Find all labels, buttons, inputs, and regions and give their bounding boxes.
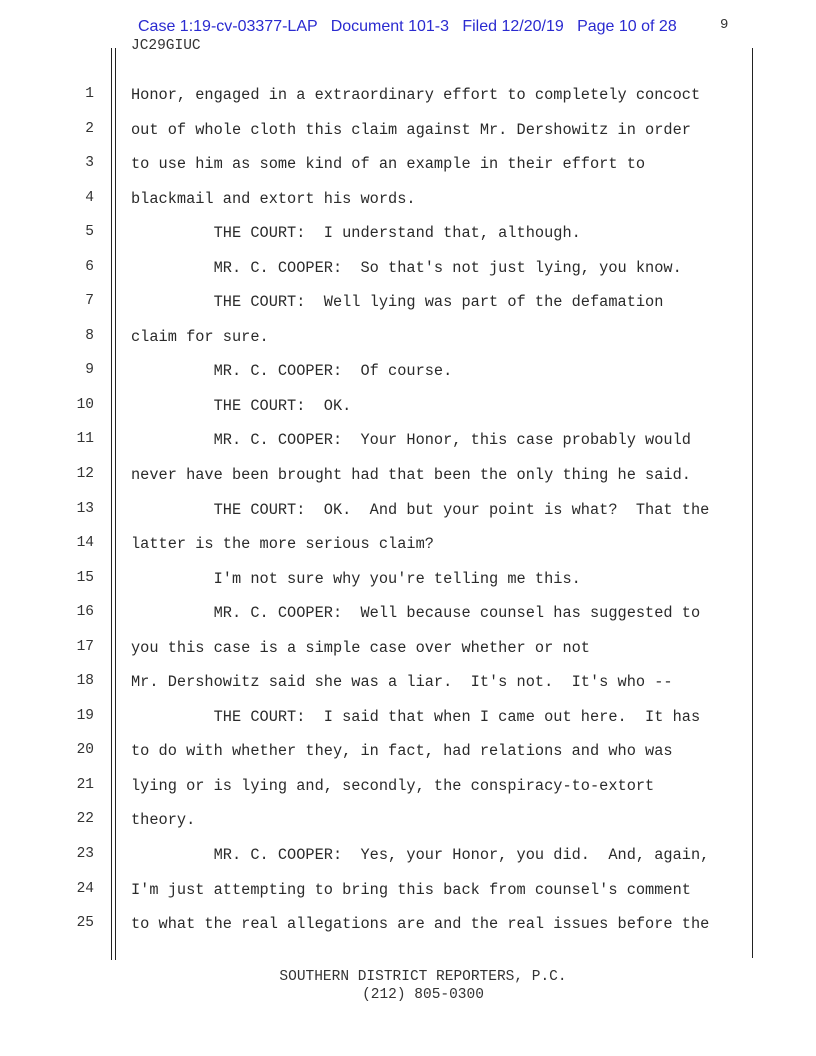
line-number: 9: [85, 362, 94, 379]
transcript-line: [0, 324, 816, 359]
line-number: 11: [76, 431, 94, 448]
line-text: MR. C. COOPER: Of course.: [131, 362, 453, 381]
case-filing-stamp: Case 1:19-cv-03377-LAP Document 101-3 Filed 12/20/19 Page 10 of 28: [138, 18, 677, 35]
line-text: claim for sure.: [131, 327, 269, 346]
line-text: THE COURT: OK. And but your point is what? That the: [131, 500, 710, 519]
transcript-line: [0, 427, 816, 462]
transcript-line: [0, 82, 816, 117]
line-text: MR. C. COOPER: Your Honor, this case probably would: [131, 431, 691, 450]
line-text: I'm not sure why you're telling me this.: [131, 569, 581, 588]
transcript-line: [0, 807, 816, 842]
transcript-line: [0, 600, 816, 635]
line-number: 10: [76, 396, 94, 413]
line-number: 4: [85, 189, 94, 206]
transcript-line: [0, 220, 816, 255]
line-text: to what the real allegations are and the real issues before the: [131, 915, 710, 934]
line-text: to use him as some kind of an example in their effort to: [131, 155, 646, 174]
line-text: Mr. Dershowitz said she was a liar. It's not. It's who --: [131, 673, 673, 692]
line-text: MR. C. COOPER: Well because counsel has suggested to: [131, 604, 701, 623]
line-text: MR. C. COOPER: Yes, your Honor, you did. And, again,: [131, 846, 710, 865]
line-text: Honor, engaged in a extraordinary effort to completely concoct: [131, 86, 701, 104]
line-number: 12: [76, 466, 94, 483]
transcript-line: [0, 738, 816, 773]
transcript-line: [0, 531, 816, 566]
line-number: 18: [76, 673, 94, 690]
line-number: 25: [76, 915, 94, 932]
line-text: never have been brought had that been the only thing he said.: [131, 466, 691, 485]
line-number: 19: [76, 707, 94, 724]
line-number: 13: [76, 500, 94, 517]
transcript-line: [0, 773, 816, 808]
reporter-phone: (212) 805-0300: [362, 987, 484, 1003]
line-number: 17: [76, 638, 94, 655]
line-number: 16: [76, 604, 94, 621]
line-number: 3: [85, 155, 94, 172]
transcript-line: [0, 462, 816, 497]
transcript-body: [0, 82, 816, 946]
transcript-line: [0, 842, 816, 877]
transcript-line: [0, 911, 816, 946]
transcript-line: [0, 255, 816, 290]
transcript-line: [0, 393, 816, 428]
transcript-line: [0, 566, 816, 601]
line-number: 15: [76, 569, 94, 586]
transcript-line: [0, 877, 816, 912]
line-number: 22: [76, 811, 94, 828]
transcript-line: [0, 186, 816, 221]
line-number: 21: [76, 776, 94, 793]
line-number: 20: [76, 742, 94, 759]
page-footer: [0, 968, 816, 1004]
line-number: 23: [76, 846, 94, 863]
line-text: THE COURT: OK.: [131, 396, 352, 415]
line-text: MR. C. COOPER: So that's not just lying, you know.: [131, 258, 682, 277]
line-text: lying or is lying and, secondly, the conspiracy-to-extort: [131, 776, 655, 795]
transcript-line: [0, 117, 816, 152]
line-text: out of whole cloth this claim against Mr. Dershowitz in order: [131, 120, 691, 139]
line-text: blackmail and extort his words.: [131, 189, 416, 208]
transcript-line: [0, 497, 816, 532]
line-text: you this case is a simple case over whether or not: [131, 638, 590, 657]
line-number: 14: [76, 535, 94, 552]
line-text: theory.: [131, 811, 196, 830]
line-number: 1: [85, 86, 94, 102]
line-number: 8: [85, 327, 94, 344]
line-text: THE COURT: Well lying was part of the defamation: [131, 293, 664, 312]
line-text: THE COURT: I said that when I came out here. It has: [131, 707, 701, 726]
transcript-line: [0, 358, 816, 393]
line-number: 2: [85, 120, 94, 137]
transcript-line: [0, 704, 816, 739]
case-code: JC29GIUC: [131, 38, 201, 54]
line-number: 24: [76, 880, 94, 897]
line-text: THE COURT: I understand that, although.: [131, 224, 581, 243]
transcript-line: [0, 635, 816, 670]
reporter-name: SOUTHERN DISTRICT REPORTERS, P.C.: [279, 969, 567, 985]
line-text: latter is the more serious claim?: [131, 535, 434, 554]
line-number: 5: [85, 224, 94, 241]
line-text: to do with whether they, in fact, had relations and who was: [131, 742, 673, 761]
transcript-line: [0, 151, 816, 186]
page-number: 9: [720, 17, 729, 33]
transcript-line: [0, 289, 816, 324]
transcript-line: [0, 669, 816, 704]
line-number: 7: [85, 293, 94, 310]
line-number: 6: [85, 258, 94, 275]
line-text: I'm just attempting to bring this back from counsel's comment: [131, 880, 691, 899]
